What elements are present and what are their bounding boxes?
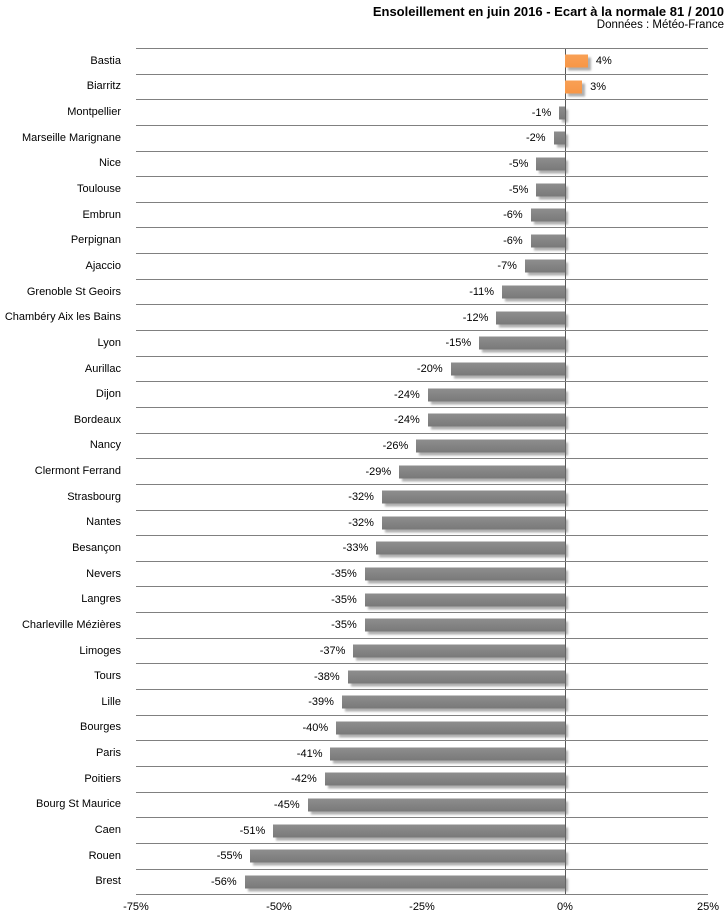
- bar-value-label: -35%: [331, 568, 357, 581]
- negative-bar: [451, 363, 565, 376]
- chart-header: [0, 4, 724, 32]
- chart-title: Ensoleillement en juin 2016 - Ecart à la normale 81 / 2010: [372, 4, 724, 19]
- negative-bar: [399, 465, 565, 478]
- bar-row: [136, 228, 708, 254]
- negative-bar: [382, 516, 565, 529]
- category-label: Biarritz: [86, 80, 121, 93]
- bar-row: [136, 331, 708, 357]
- category-labels: [0, 48, 128, 894]
- bar-value-label: -20%: [416, 363, 443, 375]
- negative-bar: [365, 593, 565, 606]
- negative-bar: [308, 798, 565, 811]
- bar-value-label: -11%: [469, 286, 495, 299]
- bar-row: [136, 49, 708, 75]
- category-label: Limoges: [79, 644, 121, 657]
- category-label: Toulouse: [76, 183, 121, 196]
- negative-bar: [336, 721, 565, 734]
- bar-row: [136, 203, 708, 229]
- bar-value-label: -6%: [503, 209, 523, 222]
- bar-value-label: -15%: [445, 337, 472, 350]
- positive-bar: [565, 55, 588, 68]
- bar-value-label: -33%: [342, 542, 369, 555]
- category-label: Nevers: [86, 567, 121, 580]
- category-label: Aurillac: [84, 362, 121, 375]
- bar-value-label: -42%: [291, 773, 317, 786]
- x-axis: [123, 901, 720, 917]
- category-label: Nice: [98, 157, 121, 170]
- x-tick-label: -75%: [123, 901, 149, 913]
- bar-value-label: -38%: [313, 670, 340, 683]
- bar-row: [136, 613, 708, 639]
- negative-bar: [536, 183, 565, 196]
- category-label: Brest: [95, 875, 121, 888]
- category-label: Dijon: [95, 388, 121, 401]
- bar-value-label: -24%: [394, 414, 420, 427]
- category-label: Lyon: [97, 336, 121, 349]
- bar-row: [136, 511, 708, 537]
- negative-bar: [416, 439, 565, 452]
- bar-row: [136, 562, 708, 588]
- category-label: Bastia: [90, 54, 121, 67]
- negative-bar: [250, 850, 565, 863]
- bar-value-label: -5%: [508, 183, 529, 196]
- bar-row: [136, 664, 708, 690]
- category-label: Montpellier: [67, 106, 121, 119]
- bar-row: [136, 793, 708, 819]
- negative-bar: [342, 696, 565, 709]
- category-label: Strasbourg: [67, 490, 121, 503]
- category-label: Bourges: [80, 721, 121, 734]
- category-label: Embrun: [82, 208, 121, 221]
- bar-value-label: -51%: [239, 824, 266, 837]
- bar-value-label: -2%: [526, 132, 546, 145]
- bar-row: [136, 408, 708, 434]
- category-label: Marseille Marignane: [21, 131, 121, 144]
- bar-value-label: -7%: [497, 260, 517, 273]
- x-tick-label: -25%: [409, 901, 435, 913]
- category-label: Bordeaux: [73, 413, 121, 426]
- category-label: Poitiers: [84, 772, 121, 785]
- bar-row: [136, 434, 708, 460]
- negative-bar: [531, 209, 565, 222]
- bar-value-label: -5%: [508, 157, 529, 170]
- bar-value-label: -37%: [319, 645, 346, 658]
- bar-row: [136, 305, 708, 331]
- bar-value-label: 4%: [595, 55, 612, 68]
- negative-bar: [496, 311, 565, 324]
- category-label: Nancy: [89, 439, 121, 452]
- bar-row: [136, 152, 708, 178]
- x-tick-label: -50%: [266, 901, 292, 913]
- category-label: Besançon: [72, 541, 121, 554]
- negative-bar: [330, 747, 565, 760]
- category-label: Charleville Mézières: [21, 618, 121, 631]
- plot-area: [136, 48, 708, 895]
- negative-bar: [536, 157, 565, 170]
- category-label: Chambéry Aix les Bains: [4, 311, 121, 324]
- bar-value-label: -32%: [348, 516, 374, 529]
- bar-row: [136, 126, 708, 152]
- bar-value-label: -6%: [503, 234, 523, 247]
- bar-value-label: -45%: [273, 798, 300, 811]
- chart-subtitle: Données : Météo-France: [596, 19, 724, 31]
- bar-value-label: -29%: [365, 465, 392, 478]
- bar-row: [136, 818, 708, 844]
- category-label: Bourg St Maurice: [36, 798, 121, 811]
- category-label: Ajaccio: [85, 259, 121, 272]
- negative-bar: [554, 132, 565, 145]
- bar-row: [136, 382, 708, 408]
- bar-row: [136, 459, 708, 485]
- bar-row: [136, 870, 708, 896]
- bar-value-label: 3%: [590, 80, 607, 93]
- bar-row: [136, 690, 708, 716]
- bar-value-label: -24%: [394, 388, 420, 401]
- category-label: Tours: [94, 670, 121, 683]
- category-label: Paris: [95, 747, 121, 760]
- negative-bar: [273, 824, 565, 837]
- bar-row: [136, 844, 708, 870]
- category-label: Nantes: [86, 516, 121, 529]
- negative-bar: [502, 286, 565, 299]
- bar-value-label: -55%: [216, 850, 243, 863]
- negative-bar: [531, 234, 565, 247]
- bar-row: [136, 587, 708, 613]
- category-label: Lille: [101, 695, 121, 708]
- negative-bar: [365, 568, 565, 581]
- category-label: Grenoble St Geoirs: [26, 285, 121, 298]
- bar-row: [136, 767, 708, 793]
- category-label: Caen: [94, 824, 121, 837]
- bar-value-label: -40%: [302, 721, 329, 734]
- x-tick-label: 25%: [696, 901, 720, 913]
- bar-row: [136, 177, 708, 203]
- bar-row: [136, 254, 708, 280]
- bar-value-label: -35%: [331, 593, 357, 606]
- bar-row: [136, 100, 708, 126]
- category-label: Clermont Ferrand: [34, 465, 121, 478]
- negative-bar: [376, 542, 565, 555]
- bar-row: [136, 280, 708, 306]
- positive-bar: [565, 80, 582, 93]
- negative-bar: [353, 645, 565, 658]
- bar-row: [136, 639, 708, 665]
- bar-value-label: -12%: [462, 311, 489, 324]
- bar-row: [136, 716, 708, 742]
- bar-row: [136, 536, 708, 562]
- negative-bar: [428, 388, 565, 401]
- negative-bar: [428, 414, 565, 427]
- negative-bar: [382, 491, 565, 504]
- negative-bar: [559, 106, 565, 119]
- negative-bar: [525, 260, 565, 273]
- negative-bar: [365, 619, 565, 632]
- category-label: Perpignan: [70, 234, 121, 247]
- bar-row: [136, 485, 708, 511]
- bar-row: [136, 75, 708, 101]
- category-label: Langres: [81, 593, 121, 606]
- bar-value-label: -56%: [211, 875, 237, 888]
- category-label: Rouen: [88, 849, 121, 862]
- x-tick-label: 0%: [557, 901, 573, 913]
- negative-bar: [348, 670, 565, 683]
- bar-value-label: -1%: [531, 106, 552, 119]
- bar-value-label: -41%: [296, 747, 323, 760]
- negative-bar: [479, 337, 565, 350]
- bar-value-label: -39%: [308, 696, 334, 709]
- bar-row: [136, 357, 708, 383]
- bar-value-label: -26%: [382, 439, 409, 452]
- negative-bar: [245, 875, 565, 888]
- bar-value-label: -32%: [348, 491, 374, 504]
- bar-row: [136, 741, 708, 767]
- negative-bar: [325, 773, 565, 786]
- bar-value-label: -35%: [331, 619, 357, 632]
